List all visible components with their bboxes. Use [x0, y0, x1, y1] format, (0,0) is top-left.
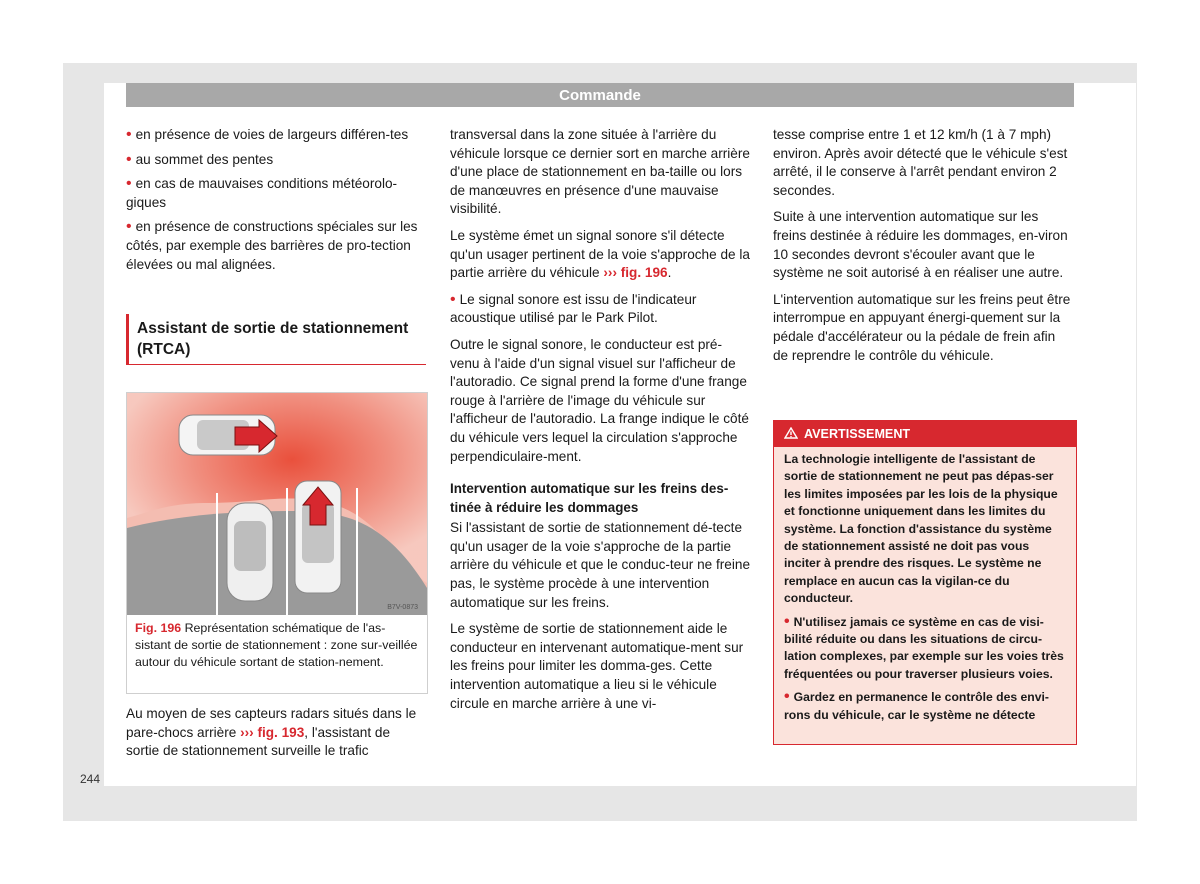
warning-title: AVERTISSEMENT — [774, 421, 1076, 447]
list-item: • en présence de voies de largeurs différen-tes — [126, 126, 409, 143]
warning-triangle-icon — [784, 427, 798, 439]
bullet-icon: • — [126, 126, 132, 143]
fig-196-link[interactable]: ››› fig. 196 — [603, 265, 668, 281]
exiting-car — [295, 481, 341, 593]
bullet-icon: • — [784, 612, 790, 630]
list-item: • au sommet des pentes — [126, 150, 274, 168]
chapter-header: Commande — [126, 83, 1074, 107]
fig-193-link[interactable]: ››› fig. 193 — [240, 724, 305, 740]
figure-caption-text: Représentation schématique de l'as-sistant de sortie de stationnement : zone sur-veillée autour du véhicule sortant de station-nement. — [135, 621, 418, 669]
bullet-icon: • — [784, 688, 790, 706]
bullet-icon: • — [126, 218, 132, 236]
warning-box — [773, 420, 1077, 745]
figure-label: Fig. 196 — [135, 621, 182, 635]
section-title: Assistant de sortie de stationnement (RTCA) — [126, 314, 426, 365]
bullet-icon: • — [126, 175, 132, 193]
page-number: 244 — [80, 772, 101, 786]
crossing-car — [179, 415, 277, 455]
column-left-bottom: Au moyen de ses capteurs radars situés dans le pare-chocs arrière ››› fig. 193, l'assistant de sortie de stationnement surveille le trafic — [126, 706, 417, 759]
bullet-icon: • — [126, 150, 132, 168]
figure-caption — [135, 620, 421, 671]
warning-body: La technologie intelligente de l'assistant de sortie de stationnement ne peut pas dépas-ser les limites imposées par les lois de la physique et fonctionne uniquement dans les limites du système. La fonction d'assistance du système de stationnement assisté ne doit pas vous inciter à prendre des risques. Le système ne remplace en aucun cas la vigilan-ce du conducteur. • N'utilisez jamais ce système en cas de visi-bilité réduite ou dans les situations de circu-lation complexes, par exemple sur les voies très fréquentées ou pour traverser plusieurs voies. • Gardez en permanence le contrôle des envi-rons du véhicule, car le système ne détecte — [774, 447, 1076, 745]
list-item: • en cas de mauvaises conditions météorolo-giques — [126, 175, 398, 210]
list-item: • en présence de constructions spéciales sur les côtés, par exemple des barrières de pro-tection élevées ou mal alignées. — [126, 218, 418, 272]
column-middle: transversal dans la zone située à l'arrière du véhicule lorsque ce dernier sort en marche arrière d'une place de stationnement en ba-taille ou lors de manœuvres en présence d'une mauvaise visibilité. Le système émet un signal sonore s'il détecte qu'un usager pertinent de la voie s'approche de la partie arrière du véhicule ››› fig. 196. • Le signal sonore est issu de l'indicateur acoustique utilisé par le Park Pilot. Outre le signal sonore, le conducteur est pré-venu à l'aide d'un signal visuel sur l'afficheur de l'autoradio. Ce signal prend la forme d'une frange rouge à l'arrière de l'image du véhicule sur l'afficheur de l'autoradio. La frange indique le côté du véhicule vers lequel la circulation s'approche perpendiculaire-ment. Intervention automatique sur les freins des-tinée à réduire les dommages Si l'assistant de sortie de stationnement dé-tecte qu'un usager de la voie s'approche de la partie arrière du véhicule et que le conduc-teur ne freine pas, le système procède à une intervention automatique sur les freins. Le système de sortie de stationnement aide le conducteur en intervenant automatique-ment sur les freins pour limiter les domma-ges. Cette intervention automatique a lieu si le véhicule circule en marche arrière à une vi- — [450, 127, 750, 711]
rtca-illustration — [127, 393, 427, 615]
column-left — [126, 126, 426, 365]
bullet-icon: • — [450, 290, 456, 308]
figure-196 — [126, 392, 428, 694]
column-right: tesse comprise entre 1 et 12 km/h (1 à 7 mph) environ. Après avoir détecté que le véhicule s'est arrêté, il le conserve à l'arrêt pendant environ 2 secondes. Suite à une intervention automatique sur les freins destinée à réduire les dommages, en-viron 10 secondes devront s'écouler avant que le système ne soit autorisé à en réaliser une autre. L'intervention automatique sur les freins peut être interrompue en appuyant énergi-quement sur la pédale d'accélérateur ou la pédale de frein afin de reprendre le contrôle du véhicule. — [773, 127, 1071, 363]
parked-car-left — [227, 503, 273, 601]
figure-code: B7V-0873 — [387, 604, 418, 611]
subheading: Intervention automatique sur les freins des-tinée à réduire les dommages — [450, 481, 729, 515]
